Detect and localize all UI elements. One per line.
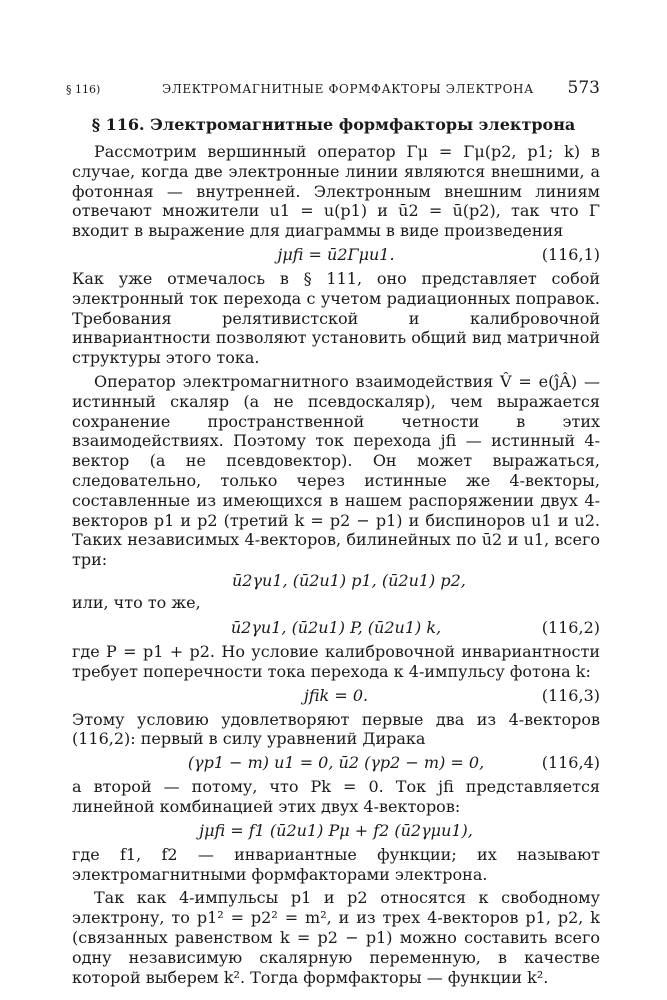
equation-form-factors-expr: jμfi = f1 (ū2u1) Pμ + f2 (ū2γμu1),	[199, 820, 473, 840]
equation-116-4-expr: (γp1 − m) u1 = 0, ū2 (γp2 − m) = 0,	[187, 753, 485, 773]
equation-116-3-number: (116,3)	[541, 685, 600, 705]
section-title: § 116. Электромагнитные формфакторы электрона	[91, 115, 576, 134]
vector-list-1: ū2γu1, (ū2u1) p1, (ū2u1) p2,	[232, 570, 466, 590]
equation-116-3	[72, 682, 600, 710]
equation-116-2-number: (116,2)	[541, 617, 600, 637]
equation-form-factors	[72, 817, 600, 845]
page-number: 573	[567, 78, 600, 98]
equation-116-4-number: (116,4)	[541, 753, 600, 773]
equation-116-3-expr: jfik = 0.	[303, 685, 369, 705]
paragraph-6: Этому условию удовлетворяют первые два из 4-векторов (116,2): первый в силу уравнений Дирака	[72, 709, 600, 749]
paragraph-2: Как уже отмечалось в § 111, оно представляет собой электронный ток перехода с учетом радиационных поправок. Требования релятивистской и калибровочной инвариантности позволяют установить общий вид матричной структуры этого тока.	[72, 268, 600, 368]
equation-116-1-expr: jμfi = ū2Γμu1.	[277, 244, 395, 264]
equation-116-2	[72, 614, 600, 642]
equation-116-4	[72, 749, 600, 777]
header-running-title: ЭЛЕКТРОМАГНИТНЫЕ ФОРМФАКТОРЫ ЭЛЕКТРОНА	[162, 82, 534, 96]
equation-116-1	[72, 241, 600, 269]
paragraph-1: Рассмотрим вершинный оператор Γμ = Γμ(p2, p1; k) в случае, когда две электронные линии являются внешними, а фотонная — внутренней. Электронным внешним линиям отвечают множители u1 = u(p1) и ū2 = ū(p2), так что Γ входит в выражение для диаграммы в виде произведения	[72, 142, 600, 241]
running-header	[66, 78, 600, 100]
paragraph-7: а второй — потому, что Pk = 0. Ток jfi представляется линейной комбинацией этих двух 4-векторов:	[72, 777, 600, 816]
page-body	[72, 142, 600, 987]
paragraph-4: или, что то же,	[72, 592, 201, 612]
paragraph-8: где f1, f2 — инвариантные функции; их называют электромагнитными формфакторами электрона.	[72, 844, 600, 884]
equation-116-1-number: (116,1)	[541, 244, 600, 264]
paragraph-5: где P = p1 + p2. Но условие калибровочной инвариантности требует поперечности тока перехода к 4-импульсу фотона k:	[72, 641, 600, 681]
header-section-ref: § 116)	[66, 83, 101, 96]
paragraph-3: Оператор электромагнитного взаимодействия V̂ = e(ĵÂ) — истинный скаляр (а не псевдоскаляр), чем выражается сохранение пространственной четности в этих взаимодействиях. Поэтому ток перехода jfi — истинный 4-вектор (а не псевдовектор). Он может выражаться, следовательно, только через истинные же 4-векторы, составленные из имеющихся в нашем распоряжении двух 4-векторов p1 и p2 (третий k = p2 − p1) и биспиноров u1 и u2. Таких независимых 4-векторов, билинейных по ū2 и u1, всего три:	[72, 371, 600, 570]
paragraph-9: Так как 4-импульсы p1 и p2 относятся к свободному электрону, то p1² = p2² = m², и из трех 4-векторов p1, p2, k (связанных равенством k = p2 − p1) можно составить всего одну независимую скалярную переменную, в качестве которой выберем k². Тогда формфакторы — функции k².	[72, 888, 600, 987]
equation-116-2-expr: ū2γu1, (ū2u1) P, (ū2u1) k,	[230, 617, 442, 637]
